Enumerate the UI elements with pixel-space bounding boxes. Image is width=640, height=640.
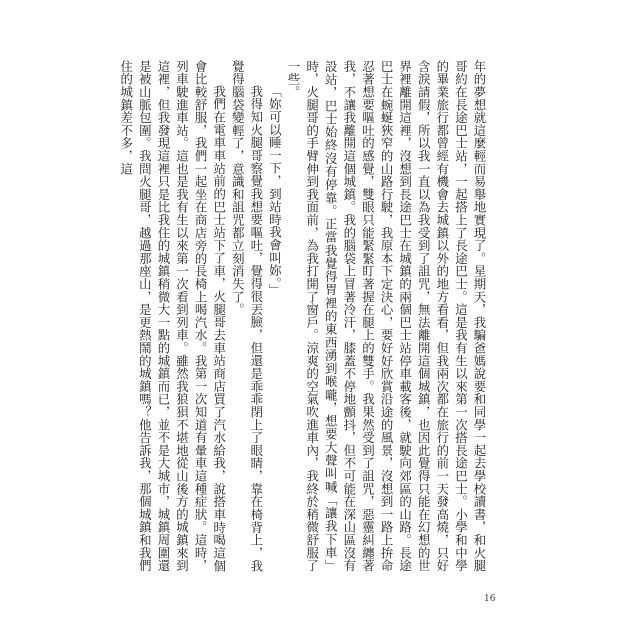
paragraph-2-dialogue: 「妳可以睡一下，到站時我會叫妳。」 bbox=[267, 84, 283, 297]
body-text bbox=[116, 60, 488, 572]
paragraph-1: 年的夢想就這麼輕而易舉地實現了。星期天，我騙爸媽說要和同學一起去學校讀書，和火腿哥約在長途巴士站，一起搭上了長途巴士。這是我有生以來第一次搭長途巴士。小學和中學的畢業旅行都曾經有機會去城鎮以外的地方看看，但我兩次都在旅行的前一天發高燒，只好含淚請假，所以我一直以為我受到了詛咒，無法離開這個城鎮，也因此覺得只能在幻想的世界裡離開這裡，沒想到長途巴士在城鎮的兩個巴士站停車載客後，就駛向郊區的山路。長途巴士在蜿蜒狹窄的山路行駛，我原本下定決心，要好好欣賞沿途的風景，沒想到一路上拚命忍著想要嘔吐的感覺，雙眼只能緊緊盯著握在腿上的雙手。我果然受到了詛咒，惡靈糾纏著我，不讓我離開這個城鎮。我的腦袋上冒著冷汗，膝蓋不停地顫抖，但不可能在深山區沒有設站，巴士始終沒有停靠。正當我覺得胃裡的東西湧到喉嚨，想要大聲叫喊「讓我下車」時，火腿哥的手臂伸到我面前，為我打開了窗戶。涼爽的空氣吹進車內，我終於稍微舒服了一些。 bbox=[286, 60, 487, 572]
page-number: 16 bbox=[484, 594, 496, 604]
paragraph-3: 我得知火腿哥察覺我想要嘔吐，覺得很丟臉，但還是乖乖閉上了眼睛，靠在椅背上，我覺得腦袋變輕了，意識和詛咒都立刻消失了。 bbox=[230, 60, 264, 572]
paragraph-4: 我們在電車車站前的巴士站下了車，火腿哥去車站商店買了汽水給我，說搭車時喝這個會比較舒服，我們一起坐在商店旁的長椅上喝汽水。我第一次知道有暈車這種症狀。這時，列車駛進車站。這也是我有生以來第一次看到列車。雖然我狼狽不堪地從山後方的城鎮來到這裡，但我發現這裡只是比我住的城鎮稍微大一點的城鎮而已，並不是大城市，城鎮周圍還是被山脈包圍。我問火腿哥，越過那座山，是更熱鬧的城鎮嗎？他告訴我，那個城鎮和我們住的城鎮差不多，這 bbox=[118, 60, 227, 572]
